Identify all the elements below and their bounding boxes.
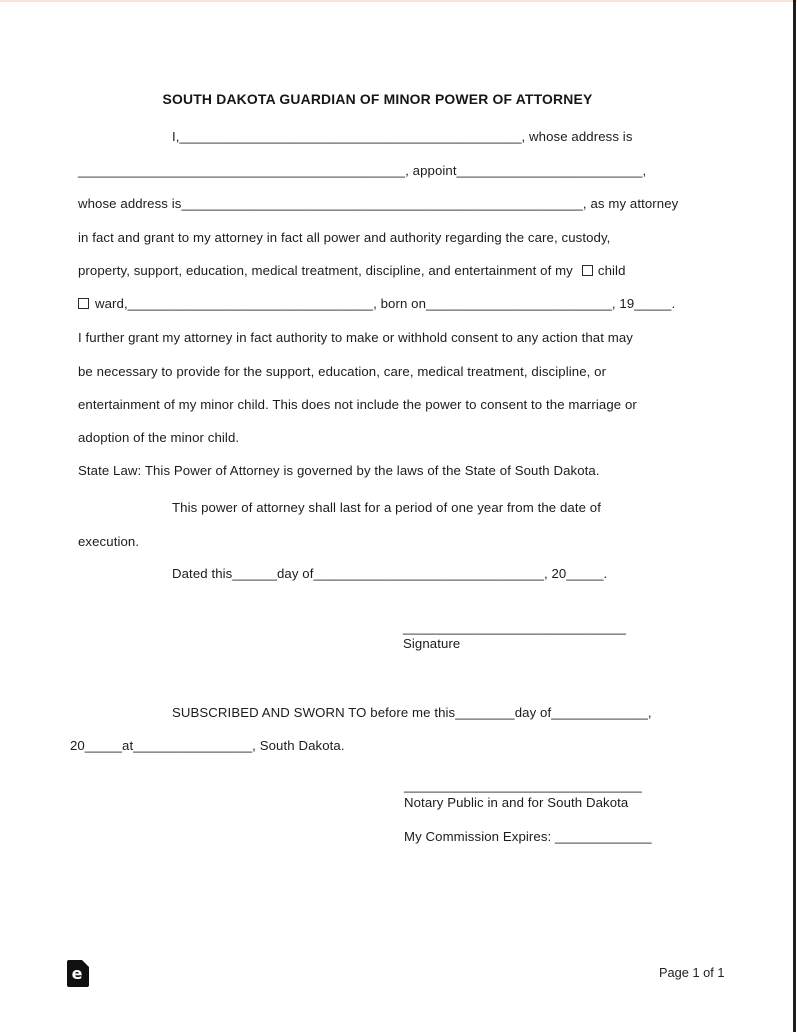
duration-line-1: This power of attorney shall last for a period of one year from the date of bbox=[172, 500, 601, 515]
child-checkbox-label: child bbox=[597, 263, 626, 278]
duration-line-2: execution. bbox=[78, 534, 140, 549]
signature-label: Signature bbox=[403, 636, 461, 651]
eforms-logo-letter: e bbox=[71, 964, 83, 983]
powers-line-2 bbox=[78, 263, 626, 278]
page-top-edge bbox=[0, 0, 797, 2]
powers-line-2-text: property, support, education, medical treatment, discipline, and entertainment of my bbox=[78, 263, 573, 278]
principal-address-line: ____________________________________________, appoint_________________________, bbox=[78, 163, 647, 178]
sworn-line-1: SUBSCRIBED AND SWORN TO before me this________day of_____________, bbox=[172, 705, 652, 720]
page-number: Page 1 of 1 bbox=[659, 965, 725, 980]
signature-rule: ______________________________ bbox=[403, 620, 627, 635]
state-law-line: State Law: This Power of Attorney is governed by the laws of the State of South Dakota. bbox=[78, 463, 600, 478]
principal-name-line: I,______________________________________________, whose address is bbox=[172, 129, 633, 144]
page-title: SOUTH DAKOTA GUARDIAN OF MINOR POWER OF ATTORNEY bbox=[162, 91, 593, 107]
notary-rule: ________________________________ bbox=[404, 778, 642, 793]
consent-line-1: I further grant my attorney in fact authority to make or withhold consent to any action that may bbox=[78, 330, 633, 345]
ward-line bbox=[78, 296, 675, 311]
child-checkbox[interactable] bbox=[582, 265, 593, 276]
dated-line: Dated this______day of_______________________________, 20_____. bbox=[172, 566, 608, 581]
powers-line-1: in fact and grant to my attorney in fact all power and authority regarding the care, custody, bbox=[78, 230, 611, 245]
ward-checkbox[interactable] bbox=[78, 298, 89, 309]
consent-line-3: entertainment of my minor child. This does not include the power to consent to the marriage or bbox=[78, 397, 637, 412]
attorney-address-line: whose address is______________________________________________________, as my attorney bbox=[78, 196, 679, 211]
commission-line: My Commission Expires: _____________ bbox=[404, 829, 652, 844]
consent-line-2: be necessary to provide for the support, education, care, medical treatment, discipline, or bbox=[78, 364, 607, 379]
notary-label: Notary Public in and for South Dakota bbox=[404, 795, 629, 810]
page-right-edge bbox=[793, 0, 796, 1032]
ward-line-text: ward,_________________________________, born on_________________________, 19_____. bbox=[95, 296, 676, 311]
eforms-logo-icon bbox=[67, 960, 89, 987]
consent-line-4: adoption of the minor child. bbox=[78, 430, 240, 445]
sworn-line-2: 20_____at________________, South Dakota. bbox=[70, 738, 345, 753]
